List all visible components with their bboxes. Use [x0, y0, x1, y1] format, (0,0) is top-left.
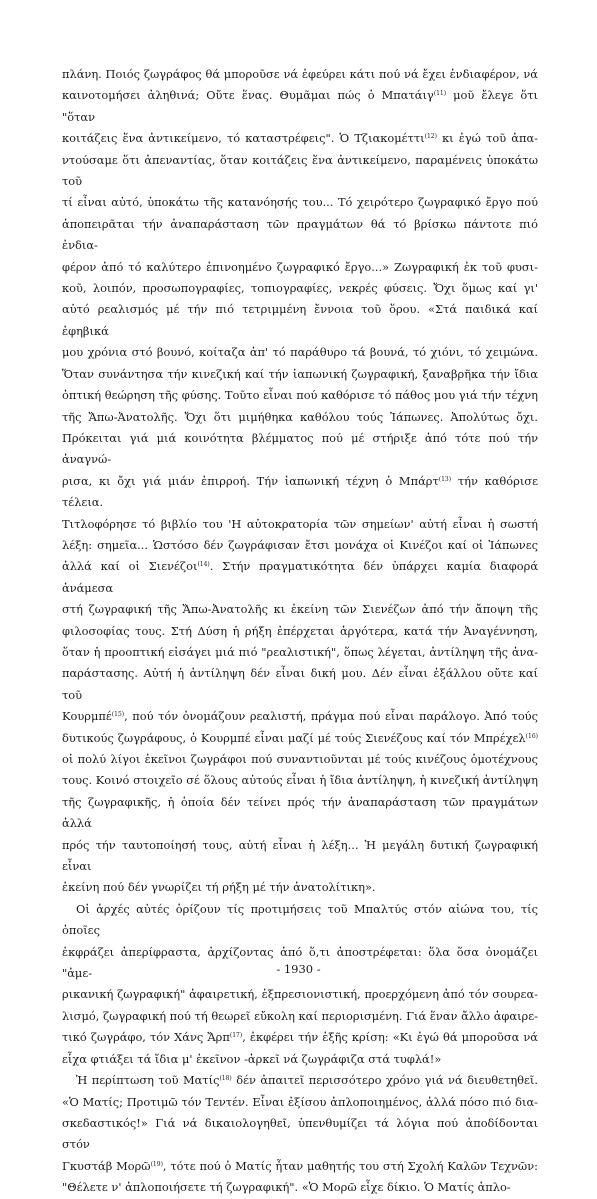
footnote-marker: (11) — [433, 90, 447, 98]
paragraph — [62, 1070, 538, 1198]
text-line: Ὅταν συνάντησα τήν κινεζική καί τήν ἰαπωνική ζωγραφική, ξαναβρῆκα τήν ἴδια — [62, 366, 538, 381]
text-line: κοῦ, λοιπόν, προσωπογραφίες, τοπιογραφίες, νεκρές φύσεις. Ὄχι ὅμως καί γι' — [62, 281, 538, 296]
footnote-marker: (16) — [525, 732, 538, 740]
text-line: Γκυστάβ Μορῶ$^{(19)}$, τότε πού ὁ Ματίς ἦταν μαθητής του στή Σχολή Καλῶν Τεχνῶν: — [62, 1158, 538, 1173]
text-line: τί εἶναι αὐτό, ὑποκάτω τῆς κατανόησής του... Τό χειρότερο ζωγραφικό ἔργο πού — [62, 195, 538, 210]
text-line: φιλοσοφίας τους. Στή Δύση ἡ ρήξη ἐπέρχεται ἀργότερα, κατά τήν Ἀναγέννηση, — [62, 623, 538, 638]
text-line: Πρόκειται γιά μιά κοινότητα βλέμματος πού μέ στήριξε ἀπό τότε πού τήν ἀναγνώ- — [62, 430, 538, 467]
text-line: πρός τήν ταυτοποίησή τους, αὐτή εἶναι ἡ λέξη... Ἡ μεγάλη δυτική ζωγραφική εἶναι — [62, 837, 538, 874]
text-line: Οἱ ἀρχές αὐτές ὁρίζουν τίς προτιμήσεις τοῦ Μπαλτύς στόν αἰώνα του, τίς ὁποῖες — [62, 901, 538, 938]
paragraph — [62, 64, 538, 899]
text-line: εἶχα φτιάξει τά ἴδια μ' ἐκεῖνον -ἀρκεῖ νά ζωγράφιζα στά τυφλά!» — [62, 1051, 442, 1066]
footnote-marker: (19) — [150, 1160, 163, 1168]
text-line: "Θέλετε ν' ἁπλοποιήσετε τή ζωγραφική". «Ὁ Μορῶ εἶχε δίκιο. Ὁ Ματίς ἁπλο- — [62, 1180, 511, 1195]
text-line: ρισα, κι ὄχι γιά μιάν ἐπιρροή. Τήν ἰαπωνική τέχνη ὁ Μπάρτ$^{(13)}$ τήν καθόρισε τέλεια. — [62, 473, 538, 510]
text-line: οἱ πολύ λίγοι ἐκεῖνοι ζωγράφοι πού συναντιοῦνται μέ τούς κινέζους ὁμοτέχνους — [62, 752, 538, 766]
text-line: ἐκφράζει ἀπερίφραστα, ἀρχίζοντας ἀπό ὅ,τι ἀποστρέφεται: ὅλα ὅσα ὀνομάζει "ἀμε- — [62, 944, 538, 981]
footnote-marker: (15) — [111, 711, 125, 719]
text-line: ἀλλά καί οἱ Σιενέζοι$^{(14)}$. Στήν πραγματικότητα δέν ὑπάρχει καμία διαφορά ἀνάμεσα — [62, 559, 539, 595]
text-line: σκεδαστικός!» Γιά νά δικαιολογηθεῖ, ὑπενθυμίζει τά λόγια πού ἀποδίδονται στόν — [62, 1115, 538, 1152]
text-line: τικό ζωγράφο, τόν Χάνς Ἄρπ$^{(17)}$, ἐκφέρει τήν ἑξῆς κρίση: «Κι ἐγώ θά μποροῦσα νά — [62, 1030, 538, 1045]
text-line: αὐτό ρεαλισμός μέ τήν πιό τετριμμένη ἔννοια τοῦ ὅρου. «Στά παιδικά καί ἐφηβικά — [62, 302, 538, 338]
text-line: τῆς Ἄπω-Ἀνατολῆς. Ὄχι ὅτι μιμήθηκα καθόλου τούς Ἰάπωνες. Ἀπολύτως ὄχι. — [62, 409, 538, 424]
text-line: μου χρόνια στό βουνό, κοίταζα ἀπ' τό παράθυρο τά βουνά, τό χιόνι, τό χειμώνα. — [62, 345, 538, 360]
text-line: τῆς ζωγραφικῆς, ἡ ὁποία δέν τείνει πρός τήν ἀναπαράσταση τῶν πραγμάτων ἀλλά — [62, 794, 538, 831]
text-line: ρικανική ζωγραφική" ἀφαιρετική, ἐξπρεσιονιστική, προερχόμενη ἀπό τόν σουρεα- — [62, 987, 538, 1002]
text-line: ἐκείνη πού δέν γνωρίζει τή ρήξη μέ τήν ἀνατολίτικη». — [62, 880, 376, 895]
page-number: - 1930 - — [276, 962, 321, 976]
text-line: ὀπτική θεώρηση τῆς φύσης. Τοῦτο εἶναι πού καθόρισε τό πάθος μου γιά τήν τέχνη — [62, 388, 538, 403]
text-line: κοιτάζεις ἕνα ἀντικείμενο, τό καταστρέφεις". Ὁ Τζιακομέττι$^{(12)}$ κι ἐγώ τοῦ ἀπα- — [62, 131, 538, 146]
footnote-marker: (14) — [197, 561, 210, 569]
body-text — [62, 64, 538, 1199]
text-line: Τιτλοφόρησε τό βιβλίο του 'Η αὐτοκρατορία τῶν σημείων' αὐτή εἶναι ἡ σωστή — [62, 516, 538, 531]
text-line: Κουρμπέ$^{(15)}$, πού τόν ὀνομάζουν ρεαλιστή, πράγμα πού εἶναι παράλογο. Ἀπό τούς — [62, 709, 538, 724]
text-line: λισμό, ζωγραφική πού τή θεωρεῖ εὔκολη καί περιορισμένη. Γιά ἕναν ἄλλο ἀφαιρε- — [62, 1008, 538, 1023]
text-line: τους. Κοινό στοιχεῖο σέ ὅλους αὐτούς εἶναι ἡ ἴδια ἀντίληψη, ἡ κινεζική ἀντίληψη — [62, 773, 538, 788]
footnote-marker: (17) — [229, 1032, 243, 1040]
text-line: λέξη: σημεῖα... Ὡστόσο δέν ζωγράφισαν ἔτσι μονάχα οἱ Κινέζοι καί οἱ Ἰάπωνες — [62, 537, 538, 552]
text-line: δυτικούς ζωγράφους, ὁ Κουρμπέ εἶναι μαζί μέ τούς Σιενέζους καί τόν Μπρέχελ$^{(16)}$ — [62, 730, 538, 745]
text-line: στή ζωγραφική τῆς Ἄπω-Ἀνατολῆς κι ἐκείνη τῶν Σιενέζων ἀπό τήν ἄποψη τῆς — [62, 602, 538, 617]
footnote-marker: (13) — [438, 475, 452, 483]
text-line: πλάνη. Ποιός ζωγράφος θά μποροῦσε νά ἐφεύρει κάτι πού νά ἔχει ἐνδιαφέρον, νά — [62, 67, 538, 81]
text-line: Ἡ περίπτωση τοῦ Ματίς$^{(18)}$ δέν ἀπαιτεῖ περισσότερο χρόνο γιά νά διευθετηθεῖ. — [76, 1073, 538, 1088]
paragraph — [62, 899, 538, 1070]
text-line: φέρον ἀπό τό καλύτερο ἐπινοημένο ζωγραφικό ἔργο...» Ζωγραφική ἐκ τοῦ φυσι- — [62, 259, 538, 274]
text-line: ἀποπειρᾶται τήν ἀναπαράσταση τῶν πραγμάτων θά τό βρίσκω πάντοτε πιό ἐνδια- — [62, 216, 538, 253]
text-line: «Ὁ Ματίς; Προτιμῶ τόν Τεντέν. Εἶναι ἐξίσου ἁπλοποιημένος, ἀλλά πόσο πιό δια- — [62, 1094, 538, 1109]
text-line: ντούσαμε ὅτι ἀπεναντίας, ὅταν κοιτάζεις ἕνα ἀντικείμενο, παραμένεις ὑποκάτω τοῦ — [62, 152, 538, 189]
footnote-marker: (18) — [219, 1075, 232, 1083]
text-line: καινοτομήσει ἀληθινά; Οὔτε ἕνας. Θυμᾶμαι πώς ὁ Μπατάιγ$^{(11)}$ μοῦ ἔλεγε ὅτι "ὅταν — [62, 88, 538, 124]
text-line: παράστασης. Αὐτή ἡ ἀντίληψη δέν εἶναι δική μου. Δέν εἶναι ἐξάλλου οὔτε καί τοῦ — [62, 666, 538, 702]
text-line: ὅταν ἡ προοπτική εἰσάγει μιά πιό "ρεαλιστική", ὅπως λέγεται, ἀντίληψη τῆς ἀνα- — [62, 644, 538, 659]
footnote-marker: (12) — [424, 133, 437, 141]
